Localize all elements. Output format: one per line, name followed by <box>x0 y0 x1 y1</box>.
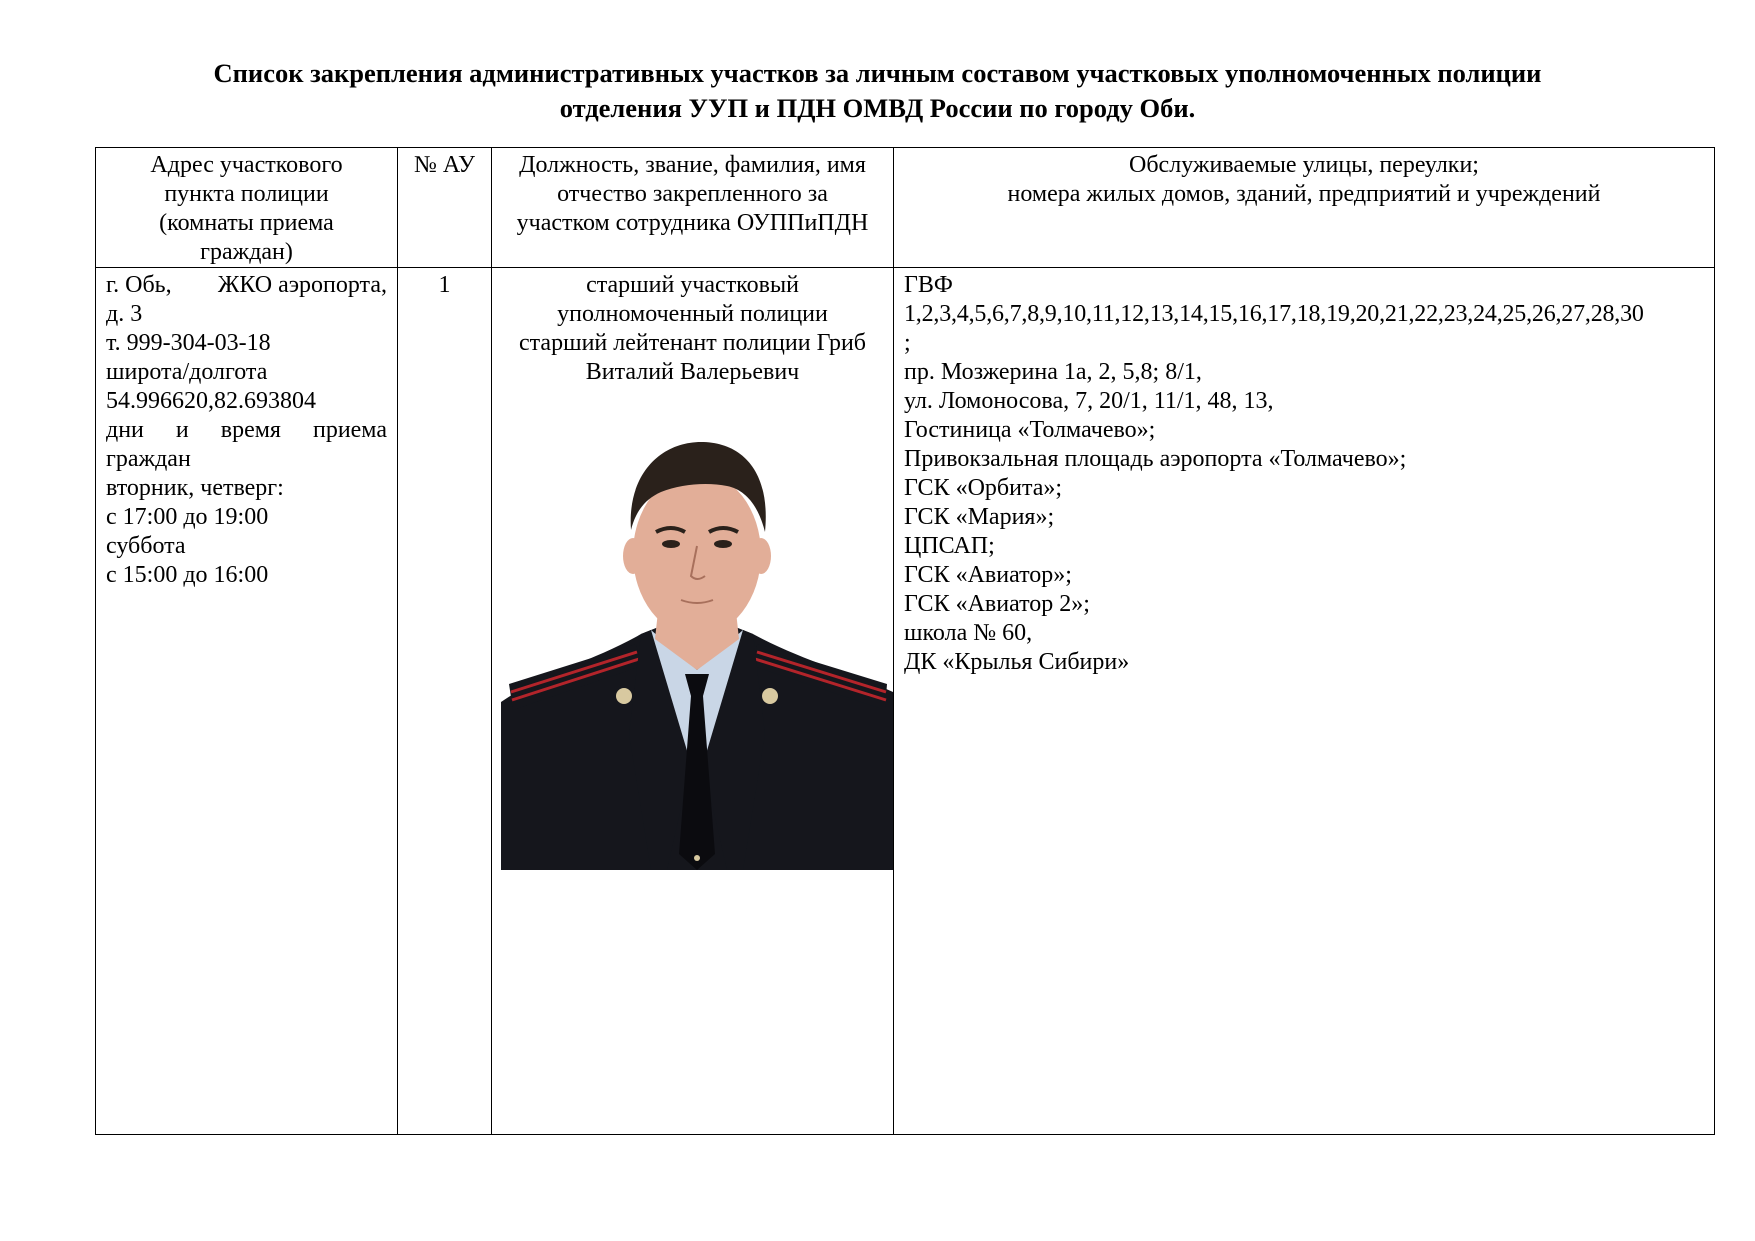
list-item: ГСК «Мария»; <box>904 504 1055 530</box>
list-item: ГСК «Авиатор 2»; <box>904 591 1090 617</box>
officer-position: старший участковый <box>586 272 799 298</box>
officer-photo <box>501 434 893 870</box>
table-row <box>96 268 1715 1135</box>
reception-hours-label: дни и время приема <box>106 417 387 443</box>
officer-rank-surname: старший лейтенант полиции Гриб <box>519 330 866 356</box>
table-header-row <box>96 148 1715 268</box>
list-item: ГСК «Орбита»; <box>904 475 1063 501</box>
reception-time-2: с 15:00 до 16:00 <box>106 562 269 588</box>
address-line: г. Обь, ЖКО аэропорта, <box>106 272 387 298</box>
header-au: № АУ <box>398 148 492 268</box>
list-item: 1,2,3,4,5,6,7,8,9,10,11,12,13,14,15,16,17,18,19,20,21,22,23,24,25,26,27,28,30 <box>904 301 1644 327</box>
assignment-table <box>95 147 1715 1135</box>
coords-value: 54.996620,82.693804 <box>106 388 316 414</box>
officer-name: Виталий Валерьевич <box>585 359 800 385</box>
list-item: ЦПСАП; <box>904 533 995 559</box>
reception-days-1: вторник, четверг: <box>106 475 284 501</box>
list-item: ; <box>904 330 911 356</box>
list-item: ГВФ <box>904 272 953 298</box>
header-officer: Должность, звание, фамилия, имя отчество закрепленного за участком сотрудника ОУППиПДН <box>492 148 894 268</box>
address-cell: г. Обь, ЖКО аэропорта, д. 3 т. 999-304-03-18 широта/долгота 54.996620,82.693804 дни и время приема граждан вторник, четверг: с 17:00 до 19:00 суббота с 15:00 до 16:00 <box>96 268 398 1135</box>
title-line-2: отделения УУП и ПДН ОМВД России по городу Оби. <box>559 93 1196 123</box>
list-item: Гостиница «Толмачево»; <box>904 417 1156 443</box>
list-item: ГСК «Авиатор»; <box>904 562 1072 588</box>
header-streets: Обслуживаемые улицы, переулки; номера жилых домов, зданий, предприятий и учреждений <box>894 148 1715 268</box>
phone-number: т. 999-304-03-18 <box>106 330 271 356</box>
list-item: пр. Мозжерина 1а, 2, 5,8; 8/1, <box>904 359 1202 385</box>
list-item: школа № 60, <box>904 620 1033 646</box>
document-title <box>0 56 1755 126</box>
list-item: ул. Ломоносова, 7, 20/1, 11/1, 48, 13, <box>904 388 1274 414</box>
header-address: Адрес участкового пункта полиции (комнаты приема граждан) <box>96 148 398 268</box>
au-number: 1 <box>398 268 492 1135</box>
coords-label: широта/долгота <box>106 359 268 385</box>
reception-days-2: суббота <box>106 533 186 559</box>
list-item: ДК «Крылья Сибири» <box>904 649 1130 675</box>
title-line-1: Список закрепления административных участков за личным составом участковых уполномоченных полиции <box>213 58 1542 88</box>
list-item: Привокзальная площадь аэропорта «Толмачево»; <box>904 446 1407 472</box>
reception-time-1: с 17:00 до 19:00 <box>106 504 269 530</box>
streets-cell <box>894 268 1715 1135</box>
officer-cell: старший участковый уполномоченный полиции старший лейтенант полиции Гриб Виталий Валерьевич <box>492 268 894 1135</box>
address-building: д. 3 <box>106 301 143 327</box>
